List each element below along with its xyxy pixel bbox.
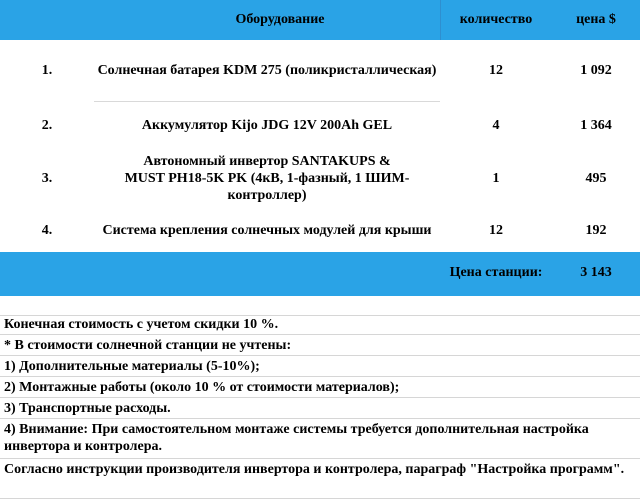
total-label: Цена станции:: [449, 265, 543, 280]
note-divider: [0, 418, 640, 419]
row-number: 2.: [41, 117, 53, 133]
note-divider: [0, 458, 640, 459]
row-number: 4.: [41, 222, 53, 238]
row-price: 1 364: [580, 117, 612, 133]
note-divider: [0, 376, 640, 377]
table-header: [0, 0, 640, 40]
row-price: 1 092: [580, 63, 612, 78]
discount-note: Конечная стоимость с учетом скидки 10 %.: [4, 317, 279, 332]
row-quantity: 1: [492, 170, 500, 186]
warning-note: 4) Внимание: При самостоятельном монтаже системы требуется дополнительная настройка инвертора и контролера.: [4, 422, 589, 454]
exclusion-item: 1) Дополнительные материалы (5-10%);: [4, 359, 260, 374]
note-divider: [0, 397, 640, 398]
total-bar: [0, 252, 640, 296]
row-equipment: Солнечная батарея KDM 275 (поликристаллическая): [97, 63, 437, 78]
header-price: цена $: [576, 12, 616, 27]
table-row: [0, 102, 640, 148]
table-row: [0, 208, 640, 252]
header-equipment: Оборудование: [235, 12, 325, 27]
exclusion-item: 3) Транспортные расходы.: [4, 401, 171, 416]
row-price: 192: [585, 222, 607, 238]
note-divider: [0, 498, 640, 499]
note-divider: [0, 355, 640, 356]
row-equipment: Автономный инвертор SANTAKUPS & MUST PH18-5K PK (4кВ, 1-фазный, 1 ШИМ-контроллер): [124, 153, 410, 203]
row-quantity: 12: [489, 63, 503, 78]
total-value: 3 143: [580, 265, 612, 280]
row-equipment: Система крепления солнечных модулей для крыши: [102, 222, 432, 238]
row-number: 1.: [41, 63, 53, 78]
row-quantity: 12: [489, 222, 503, 238]
header-quantity: количество: [459, 12, 533, 27]
exclusion-item: 2) Монтажные работы (около 10 % от стоимости материалов);: [4, 380, 400, 395]
table-row: [0, 40, 640, 101]
row-price: 495: [585, 170, 607, 186]
row-quantity: 4: [492, 117, 500, 133]
table-row: [0, 148, 640, 208]
instruction-note: Согласно инструкции производителя инвертора и контролера, параграф "Настройка программ".: [4, 462, 625, 477]
note-divider: [0, 334, 640, 335]
row-equipment: Аккумулятор Kijo JDG 12V 200Ah GEL: [141, 117, 393, 133]
exclusions-heading: * В стоимости солнечной станции не учтены:: [4, 338, 292, 353]
row-number: 3.: [41, 170, 53, 186]
